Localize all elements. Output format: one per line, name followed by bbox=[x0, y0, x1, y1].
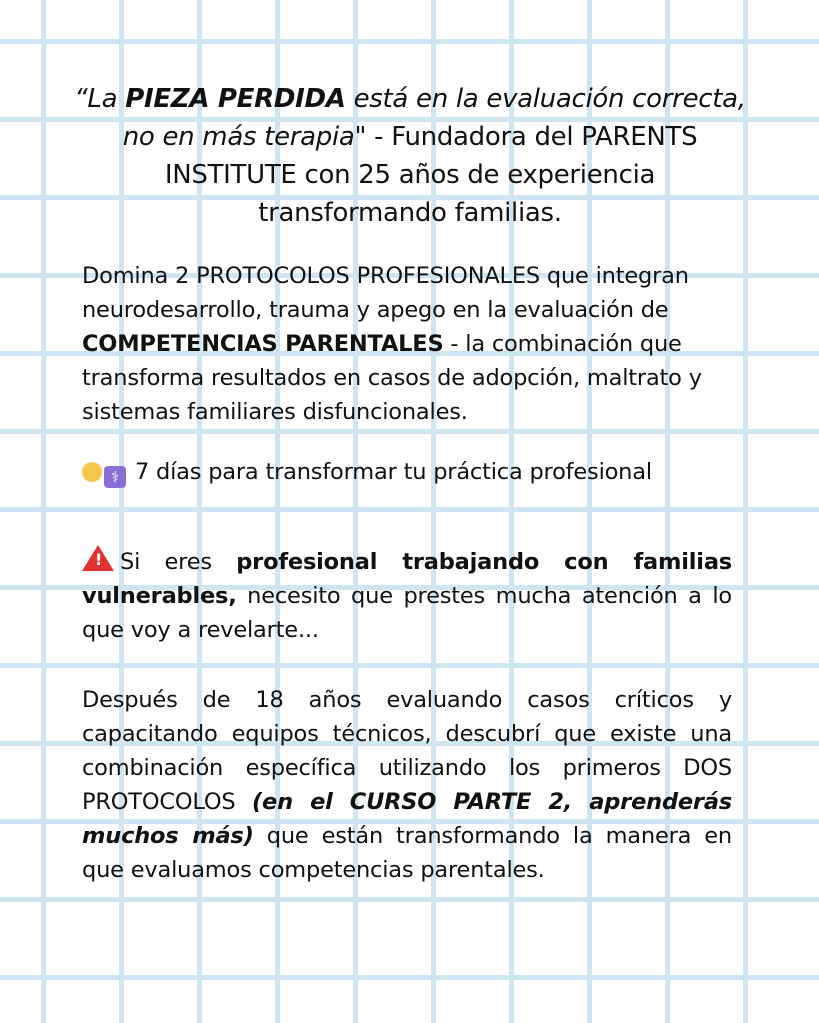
para1-a: Domina 2 PROTOCOLOS PROFESIONALES que integran neurodesarrollo, trauma y apego en la evaluación de bbox=[82, 263, 689, 323]
woman-icon bbox=[82, 462, 102, 482]
para3-a: Si eres bbox=[120, 549, 237, 575]
para3-bold: profesional trabajando con familias vulnerables, bbox=[82, 549, 732, 609]
quote bbox=[70, 80, 750, 232]
quote-rest: - Fundadora del PARENTS INSTITUTE con 25 años de experiencia transformando familias. bbox=[164, 122, 698, 228]
para4-b: que están transformando la manera en que evaluamos competencias parentales. bbox=[82, 823, 732, 883]
para4-a: Después de 18 años evaluando casos críticos y capacitando equipos técnicos, descubrí que existe una combinación específica utilizando los primeros DOS PROTOCOLOS bbox=[82, 687, 732, 815]
para3-b: necesito que prestes mucha atención a lo que voy a revelarte... bbox=[82, 583, 732, 643]
quote-italic: está en la evaluación correcta, no en más terapia" bbox=[122, 84, 746, 152]
quote-open: “La bbox=[74, 84, 126, 114]
paragraph-experience bbox=[82, 683, 732, 887]
para1-bold: COMPETENCIAS PARENTALES bbox=[82, 331, 444, 357]
paragraph-warning bbox=[82, 545, 732, 647]
medical-icon: ⚕ bbox=[104, 466, 126, 488]
para1-b: - la combinación que transforma resultados en casos de adopción, maltrato y sistemas familiares disfuncionales. bbox=[82, 331, 702, 425]
para2-text: 7 días para transformar tu práctica profesional bbox=[134, 459, 652, 485]
para4-bolditalic: (en el CURSO PARTE 2, aprenderás muchos más) bbox=[82, 789, 732, 849]
warning-icon: ! bbox=[82, 545, 114, 571]
paragraph-seven-days bbox=[82, 455, 732, 489]
paragraph-protocols bbox=[82, 259, 732, 429]
quote-bold: PIEZA PERDIDA bbox=[125, 84, 346, 114]
